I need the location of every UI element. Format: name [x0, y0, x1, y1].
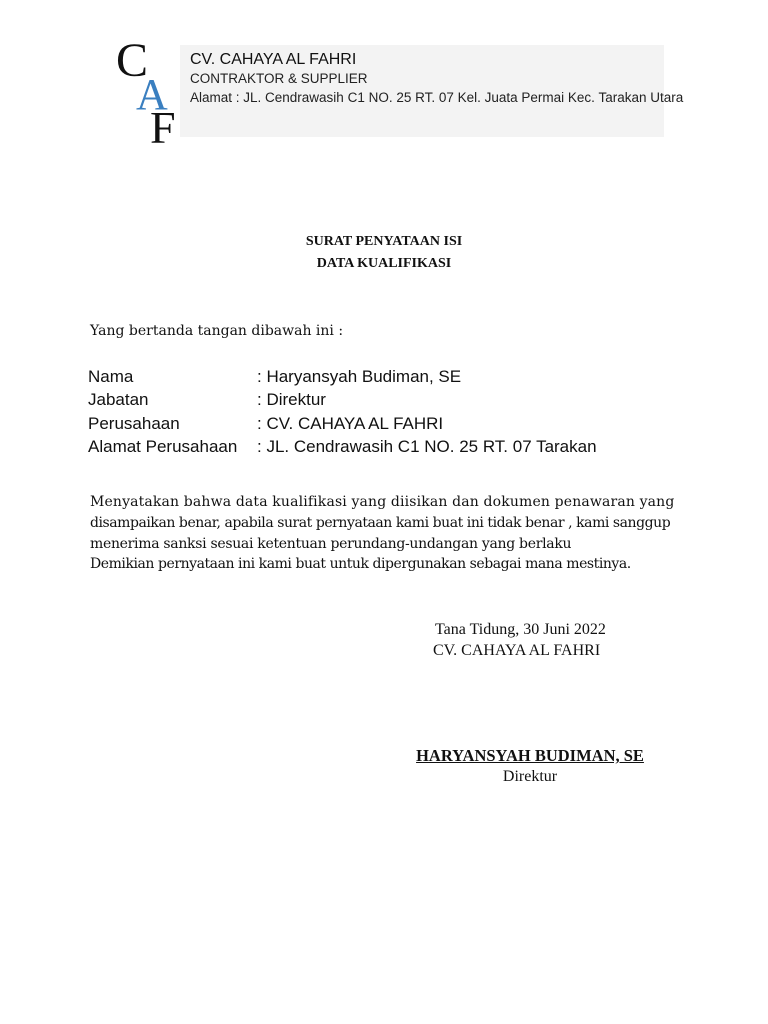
- doc-title-line1: SURAT PENYATAAN ISI: [305, 234, 463, 249]
- signatory-name: HARYANSYAH BUDIMAN, SE: [416, 746, 644, 765]
- doc-title-line2: DATA KUALIFIKASI: [316, 256, 452, 271]
- signature-company: CV. CAHAYA AL FAHRI: [433, 642, 601, 659]
- statement-line: menerima sanksi sesuai ketentuan perundang-undangan yang berlaku: [90, 536, 572, 552]
- logo-letter-a: A: [136, 70, 168, 119]
- company-name: CV. CAHAYA AL FAHRI: [190, 51, 357, 68]
- field-label: Jabatan: [88, 390, 149, 409]
- field-label: Perusahaan: [88, 414, 180, 433]
- statement-line: Menyatakan bahwa data kualifikasi yang diisikan dan dokumen penawaran yang: [90, 494, 675, 510]
- statement-line: disampaikan benar, apabila surat pernyataan kami buat ini tidak benar , kami sanggup: [90, 515, 671, 531]
- field-value: : Haryansyah Budiman, SE: [257, 367, 462, 386]
- place-date: Tana Tidung, 30 Juni 2022: [435, 621, 606, 638]
- field-label: Alamat Perusahaan: [88, 437, 238, 456]
- logo-letter-c: C: [116, 34, 149, 87]
- statement-line: Demikian pernyataan ini kami buat untuk dipergunakan sebagai mana mestinya.: [90, 556, 631, 572]
- field-value: : Direktur: [257, 390, 326, 409]
- field-label: Nama: [88, 367, 134, 386]
- company-subtitle: CONTRAKTOR & SUPPLIER: [190, 71, 368, 86]
- field-value: : JL. Cendrawasih C1 NO. 25 RT. 07 Tarakan: [257, 437, 597, 456]
- field-value: : CV. CAHAYA AL FAHRI: [257, 414, 444, 433]
- signatory-position: Direktur: [502, 768, 558, 785]
- logo-letter-f: F: [150, 102, 176, 153]
- intro-text: Yang bertanda tangan dibawah ini :: [90, 323, 344, 339]
- company-address: Alamat : JL. Cendrawasih C1 NO. 25 RT. 07 Kel. Juata Permai Kec. Tarakan Utara: [190, 90, 684, 105]
